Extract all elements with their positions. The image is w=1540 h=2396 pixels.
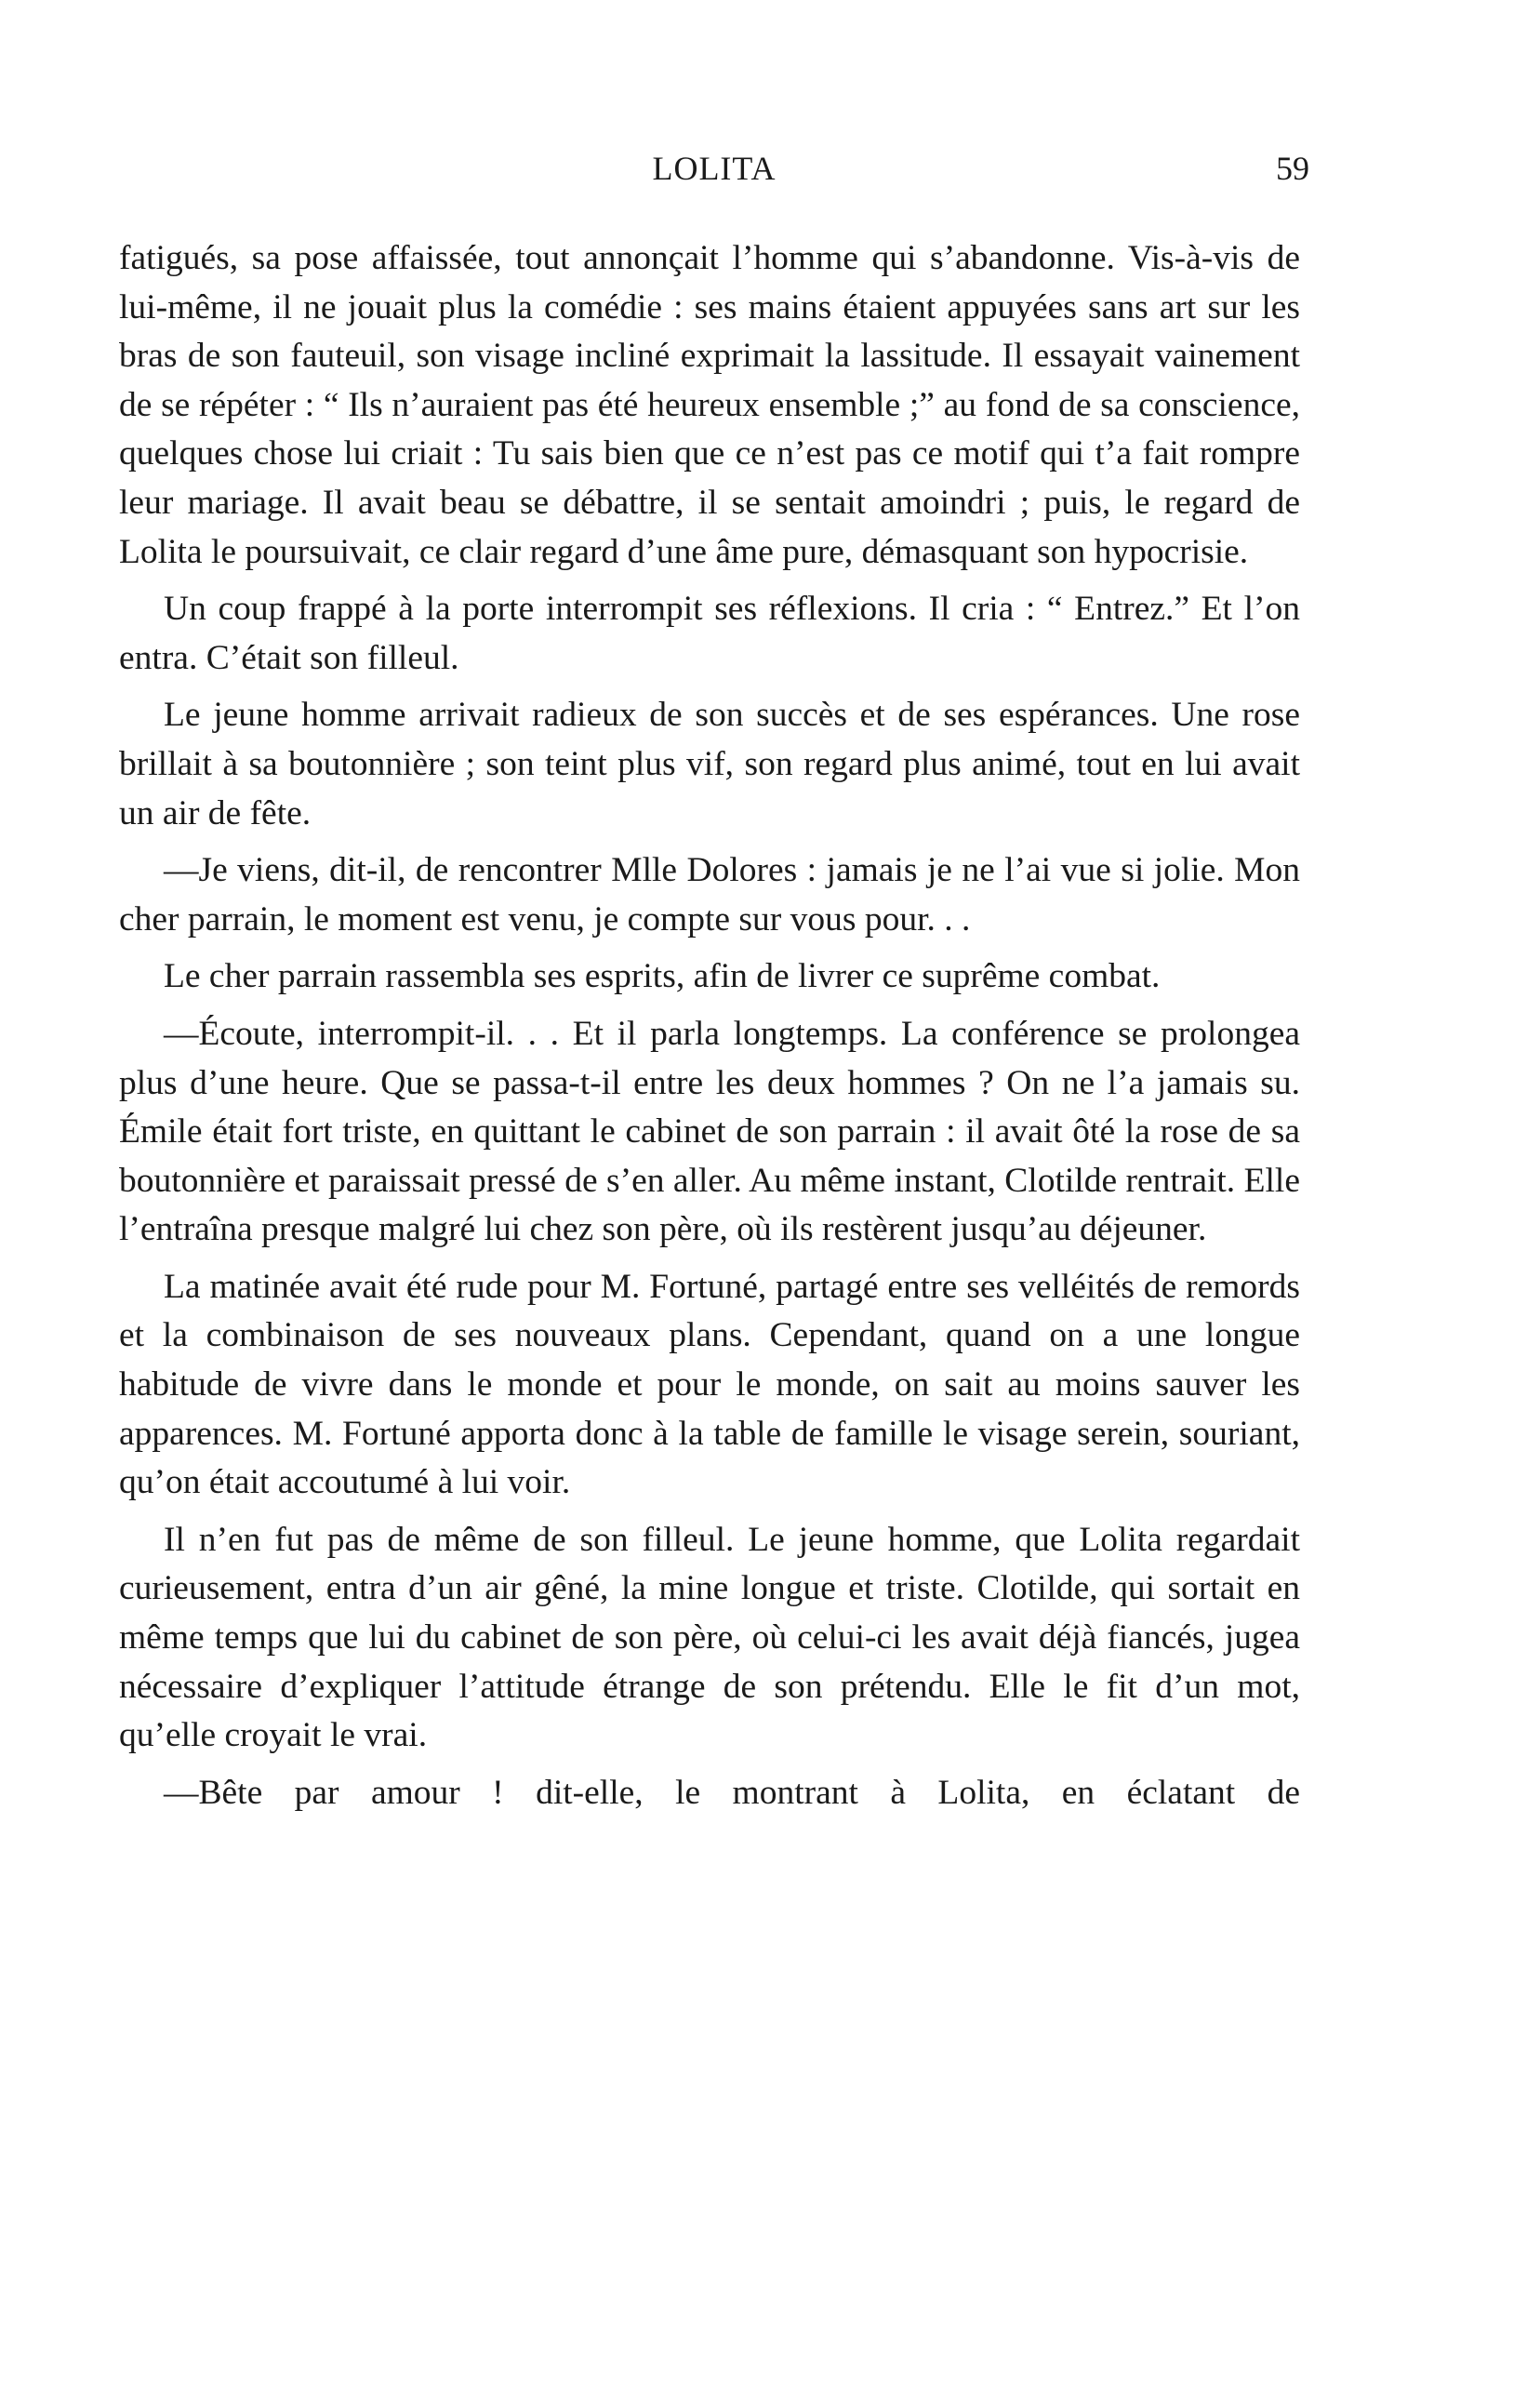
- page-number: 59: [1276, 150, 1309, 187]
- paragraph-8: Il n’en fut pas de même de son filleul. Le jeune homme, que Lolita regardait curieusement, entra d’un air gêné, la mine longue et triste. Clotilde, qui sortait en même temps que lui du cabinet de son père, où celui-ci les avait déjà fiancés, jugea nécessaire d’expliquer l’attitude étrange de son prétendu. Elle le fit d’un mot, qu’elle croyait le vrai.: [119, 1520, 1300, 1755]
- paragraph-7: La matinée avait été rude pour M. Fortuné, partagé entre ses velléités de remords et la combinaison de ses nouveaux plans. Cependant, quand on a une longue habitude de vivre dans le monde et pour le monde, on sait au moins sauver les apparences. M. Fortuné apporta donc à la table de famille le visage serein, souriant, qu’on était accoutumé à lui voir.: [119, 1267, 1300, 1502]
- body-text: [119, 234, 1300, 1826]
- paragraph-2: Un coup frappé à la porte interrompit ses réflexions. Il cria : “ Entrez.” Et l’on entra. C’était son filleul.: [119, 590, 1300, 677]
- paragraph-1: fatigués, sa pose affaissée, tout annonçait l’homme qui s’abandonne. Vis-à-vis de lui-même, il ne jouait plus la comédie : ses mains étaient appuyées sans art sur les bras de son fauteuil, son visage incliné exprimait la lassitude. Il essayait vainement de se répéter : “ Ils n’auraient pas été heureux ensemble ;” au fond de sa conscience, quelques chose lui criait : Tu sais bien que ce n’est pas ce motif qui t’a fait rompre leur mariage. Il avait beau se débattre, il se sentait amoindri ; puis, le regard de Lolita le poursuivait, ce clair regard d’une âme pure, démasquant son hypocrisie.: [119, 239, 1300, 571]
- paragraph-9: —Bête par amour ! dit-elle, le montrant à Lolita, en éclatant de: [164, 1773, 1300, 1812]
- paragraph-3: Le jeune homme arrivait radieux de son succès et de ses espérances. Une rose brillait à sa boutonnière ; son teint plus vif, son regard plus animé, tout en lui avait un air de fête.: [119, 696, 1300, 832]
- paragraph-4: —Je viens, dit-il, de rencontrer Mlle Dolores : jamais je ne l’ai vue si jolie. Mon cher parrain, le moment est venu, je compte sur vous pour. . .: [119, 851, 1300, 938]
- paragraph-5: Le cher parrain rassembla ses esprits, afin de livrer ce suprême combat.: [164, 957, 1161, 996]
- running-title: LOLITA: [652, 150, 777, 187]
- paragraph-6: —Écoute, interrompit-il. . . Et il parla longtemps. La conférence se prolongea plus d’une heure. Que se passa-t-il entre les deux hommes ? On ne l’a jamais su. Émile était fort triste, en quittant le cabinet de son parrain : il avait ôté la rose de sa boutonnière et paraissait pressé de s’en aller. Au même instant, Clotilde rentrait. Elle l’entraîna presque malgré lui chez son père, où ils restèrent jusqu’au déjeuner.: [119, 1014, 1300, 1249]
- running-header: [119, 149, 1309, 205]
